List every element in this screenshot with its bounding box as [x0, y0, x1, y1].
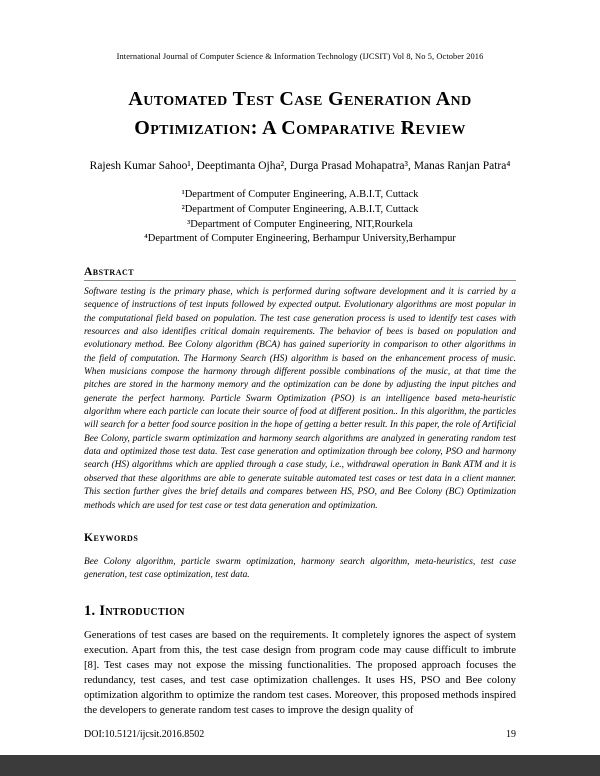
- paper-title-line-2: Optimization: A Comparative Review: [134, 117, 466, 139]
- abstract-heading: Abstract: [84, 266, 135, 278]
- abstract-body: Software testing is the primary phase, which is performed during software development and it is carried by a sequence of instructions of test inputs followed by expected output. Evolutionary algorithms are most popular in the computational field based on population. The test case generation process is used to identify test cases with resources and also identifies critical domain requirements. The behavior of bees is based on population and evolutionary method. Bee Colony algorithm (BCA) has gained superiority in comparison to other algorithms in the field of computation. The Harmony Search (HS) algorithm is based on the enhancement process of music. When musicians compose the harmony through different possible combinations of the music, at that time the pitches are stored in the harmony memory and the optimization can be done by adjusting the input pitches and generate the perfect harmony. Particle Swarm Optimization (PSO) is an intelligence based meta-heuristic algorithm where each particle can locate their source of food at different position.. In this algorithm, the particles will search for a better food source position in the hope of getting a better result. In this paper, the role of Artificial Bee Colony, particle swarm optimization and harmony search algorithms are analyzed in generating random test data and optimized those test data. Test case generation and optimization through bee colony, PSO and harmony search (HS) algorithms which are applied through a case study, i.e., withdrawal operation in Bank ATM and it is observed that these algorithms are able to generate suitable automated test cases or test data in a client manner. This section further gives the brief details and compares between HS, PSO, and Bee Colony (BC) Optimization methods which are used for test case or test data generation and optimization.: [84, 287, 516, 511]
- doi-text: DOI:10.5121/ijcsit.2016.8502: [84, 729, 205, 741]
- page-number: 19: [506, 729, 516, 741]
- introduction-heading: 1. Introduction: [84, 602, 185, 619]
- introduction-body: Generations of test cases are based on the requirements. It completely ignores the aspect of system execution. Apart from this, the test case design from program code may cause difficult to imbrute [8]. Test cases may not expose the missing functionalities. The proposed approach focuses the redundancy, test cases, and test case optimization challenges. It uses HS, PSO and Bee colony optimization algorithm to optimize the random test cases. Moreover, this proposed methods inspired the developers to generate random test cases to improve the design quality of: [84, 628, 516, 717]
- affiliation-line-2: ²Department of Computer Engineering, A.B.I.T, Cuttack: [181, 203, 419, 215]
- abstract-heading-rule: [84, 280, 516, 281]
- paper-title-line-1: Automated Test Case Generation And: [128, 88, 472, 110]
- page-footer: [84, 729, 516, 740]
- author-affiliations: [84, 188, 516, 247]
- affiliation-line-3: ³Department of Computer Engineering, NIT,Rourkela: [187, 218, 413, 230]
- author-names: Rajesh Kumar Sahoo¹, Deeptimanta Ojha², Durga Prasad Mohapatra³, Manas Ranjan Patra⁴: [89, 160, 511, 172]
- journal-header: International Journal of Computer Science & Information Technology (IJCSIT) Vol 8, No 5, October 2016: [116, 52, 484, 61]
- viewer-bottom-bar: [0, 755, 600, 776]
- keywords-body: Bee Colony algorithm, particle swarm optimization, harmony search algorithm, meta-heuristics, test case generation, test case optimization, test data.: [84, 556, 516, 581]
- affiliation-line-4: ⁴Department of Computer Engineering, Berhampur University,Berhampur: [144, 233, 456, 245]
- affiliation-line-1: ¹Department of Computer Engineering, A.B.I.T, Cuttack: [181, 189, 419, 201]
- keywords-heading: Keywords: [84, 531, 139, 544]
- paper-title: [84, 85, 516, 143]
